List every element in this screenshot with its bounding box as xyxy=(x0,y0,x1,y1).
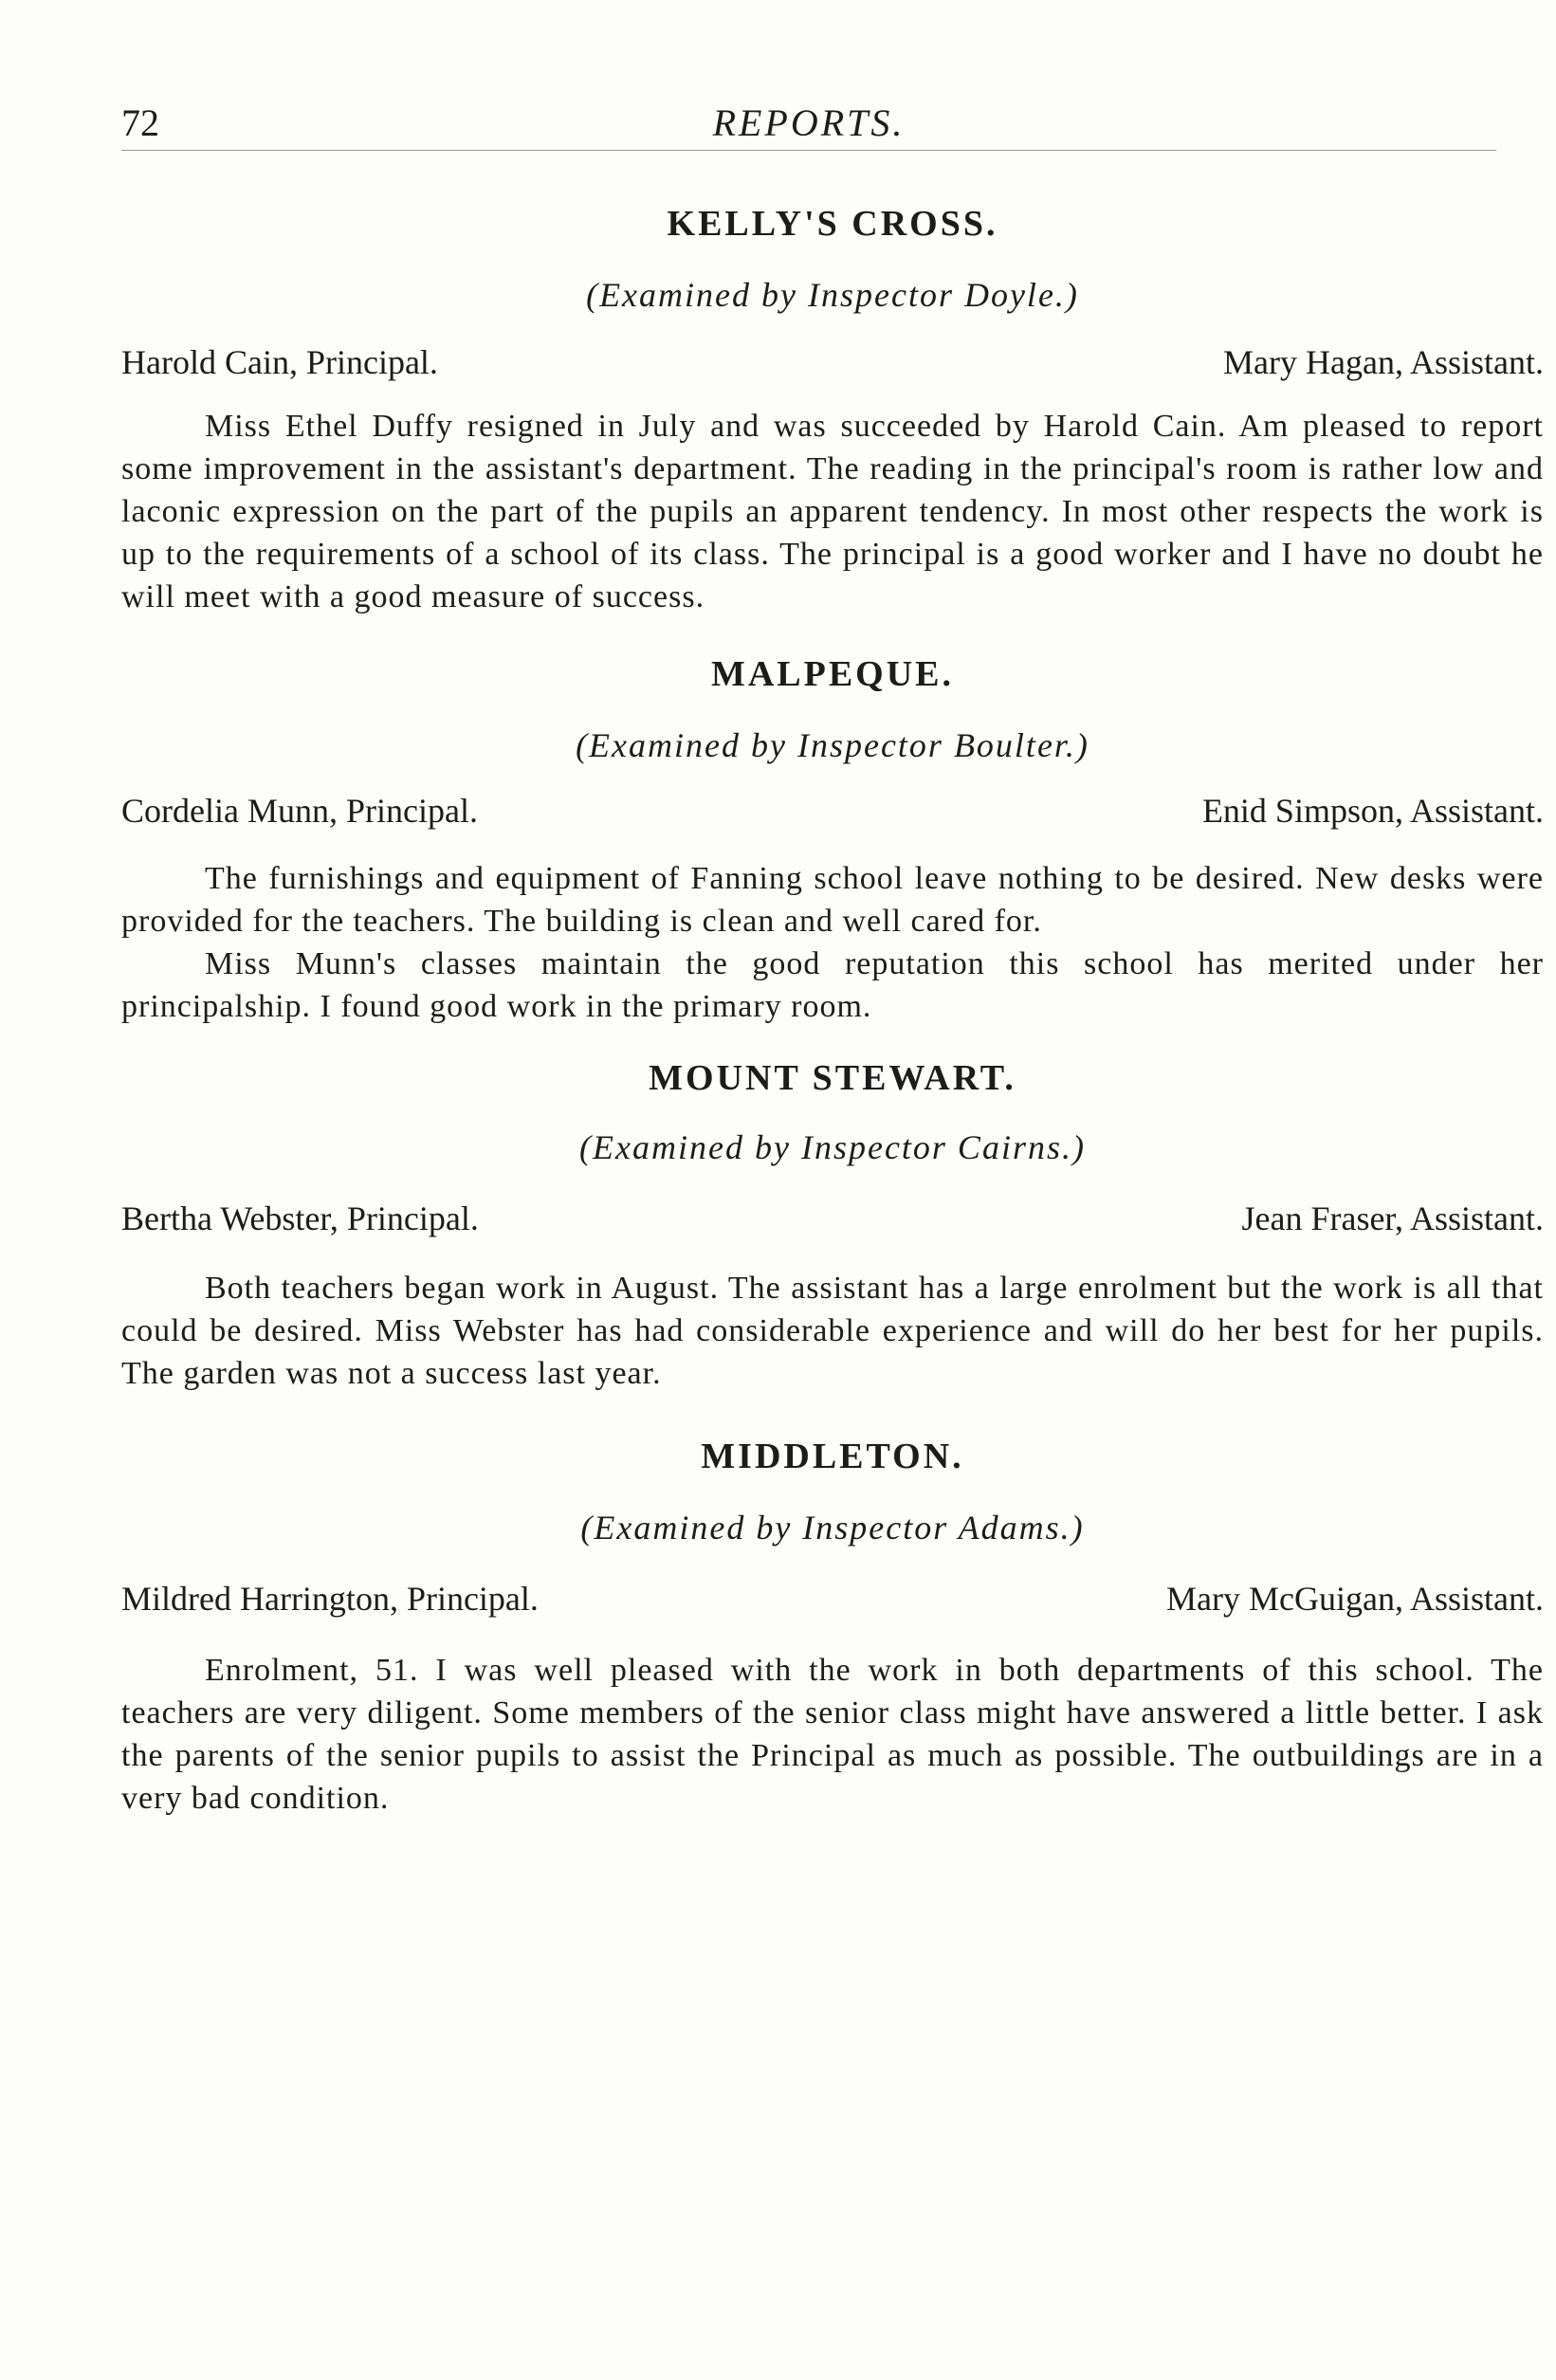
principal-name: Harold Cain, Principal. xyxy=(121,343,438,381)
report-paragraph: Both teachers began work in August. The assistant has a large enrolment but the work is all that could be desired. Miss Webster has had considerable experience and will do her best for her pupils. The garden was not a success last year. xyxy=(121,1271,1544,1391)
assistant-name: Jean Fraser, Assistant. xyxy=(1241,1199,1544,1237)
report-text xyxy=(121,405,1544,618)
assistant-name: Mary Hagan, Assistant. xyxy=(1223,343,1544,381)
examiner-line: (Examined by Inspector Adams.) xyxy=(580,1509,1085,1547)
examiner-line: (Examined by Inspector Doyle.) xyxy=(586,276,1079,314)
staff-line xyxy=(121,791,1544,833)
principal-name: Cordelia Munn, Principal. xyxy=(121,792,478,830)
school-section-middleton xyxy=(121,1438,1544,1820)
staff-line xyxy=(121,1199,1544,1240)
school-name: MIDDLETON. xyxy=(701,1437,964,1476)
school-section-malpeque xyxy=(121,656,1544,1028)
report-text xyxy=(121,1267,1544,1395)
school-name: MALPEQUE. xyxy=(710,654,955,694)
assistant-name: Enid Simpson, Assistant. xyxy=(1201,792,1544,830)
report-paragraph: The furnishings and equipment of Fanning school leave nothing to be desired. New desks were provided for the teachers. The building is clean and well cared for. xyxy=(121,861,1544,939)
examiner-line: (Examined by Inspector Cairns.) xyxy=(579,1128,1086,1166)
staff-line xyxy=(121,1579,1544,1620)
running-title: REPORTS. xyxy=(712,101,906,144)
school-section-kellys-cross xyxy=(121,206,1544,618)
staff-line xyxy=(121,342,1544,384)
page xyxy=(121,95,1544,1820)
report-text xyxy=(121,857,1544,1028)
page-number: 72 xyxy=(121,101,159,144)
school-name: KELLY'S CROSS. xyxy=(667,204,998,244)
principal-name: Bertha Webster, Principal. xyxy=(121,1199,479,1237)
school-section-mount-stewart xyxy=(121,1060,1544,1395)
principal-name: Mildred Harrington, Principal. xyxy=(121,1580,539,1618)
report-paragraph: Miss Ethel Duffy resigned in July and was succeeded by Harold Cain. Am pleased to report some improvement in the assistant's department. The reading in the principal's room is rather low and laconic expression on the part of the pupils an apparent tendency. In most other respects the work is up to the requirements of a school of its class. The principal is a good worker and I have no doubt he will meet with a good measure of success. xyxy=(121,409,1544,614)
report-text xyxy=(121,1649,1544,1820)
report-paragraph: Miss Munn's classes maintain the good reputation this school has merited under her principalship. I found good work in the primary room. xyxy=(121,946,1544,1024)
running-head xyxy=(121,95,1496,151)
examiner-line: (Examined by Inspector Boulter.) xyxy=(576,726,1089,764)
report-paragraph: Enrolment, 51. I was well pleased with the work in both departments of this school. The teachers are very diligent. Some members of the senior class might have answered a little better. I ask the parents of the senior pupils to assist the Principal as much as possible. The outbuildings are in a very bad condition. xyxy=(121,1653,1544,1816)
assistant-name: Mary McGuigan, Assistant. xyxy=(1166,1580,1544,1618)
school-name: MOUNT STEWART. xyxy=(649,1058,1016,1098)
